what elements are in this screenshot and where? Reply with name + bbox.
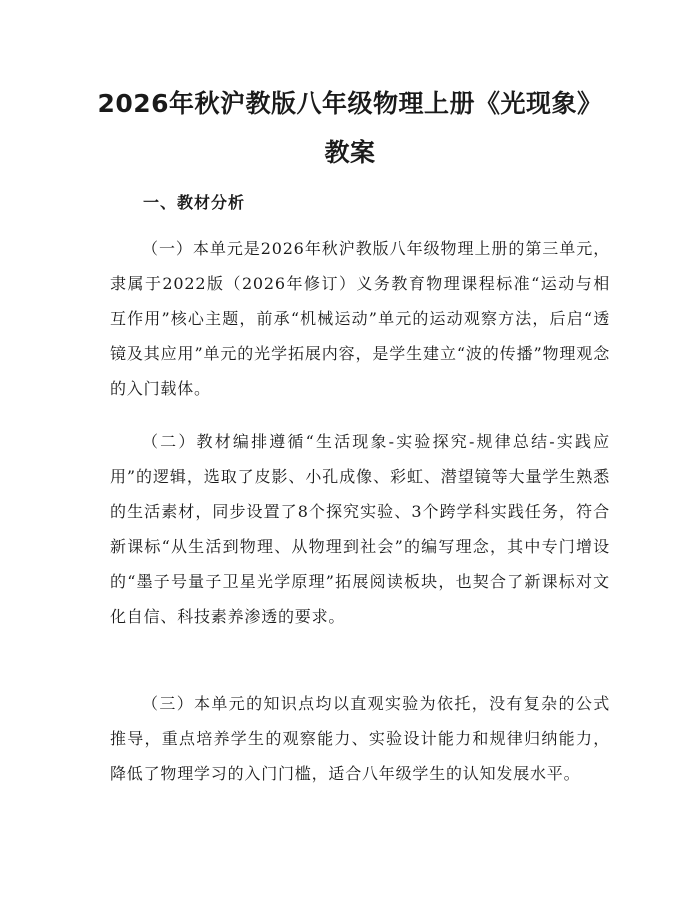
paragraph-knowledge-features: （三）本单元的知识点均以直观实验为依托，没有复杂的公式推导，重点培养学生的观察能力、实验设计能力和规律归纳能力，降低了物理学习的入门门槛，适合八年级学生的认知发展水平。 — [110, 694, 610, 783]
document-title-continued: 教案 — [324, 138, 376, 167]
paragraph-unit-position: （一）本单元是2026年秋沪教版八年级物理上册的第三单元，隶属于2022版（2026年修订）义务教育物理课程标准“运动与相互作用”核心主题，前承“机械运动”单元的运动观察方法，后启“透镜及其应用”单元的光学拓展内容，是学生建立“波的传播”物理观念的入门载体。 — [110, 239, 610, 398]
paragraph-textbook-arrangement: （二）教材编排遵循“生活现象-实验探究-规律总结-实践应用”的逻辑，选取了皮影、小孔成像、彩虹、潜望镜等大量学生熟悉的生活素材，同步设置了8个探究实验、3个跨学科实践任务，符合新课标“从生活到物理、从物理到社会”的编写理念，其中专门增设的“墨子号量子卫星光学原理”拓展阅读板块，也契合了新课标对文化自信、科技素养渗透的要求。 — [110, 432, 610, 626]
section-heading-textbook-analysis: 一、教材分析 — [143, 193, 246, 212]
document-title: 2026年秋沪教版八年级物理上册《光现象》 — [97, 89, 603, 118]
